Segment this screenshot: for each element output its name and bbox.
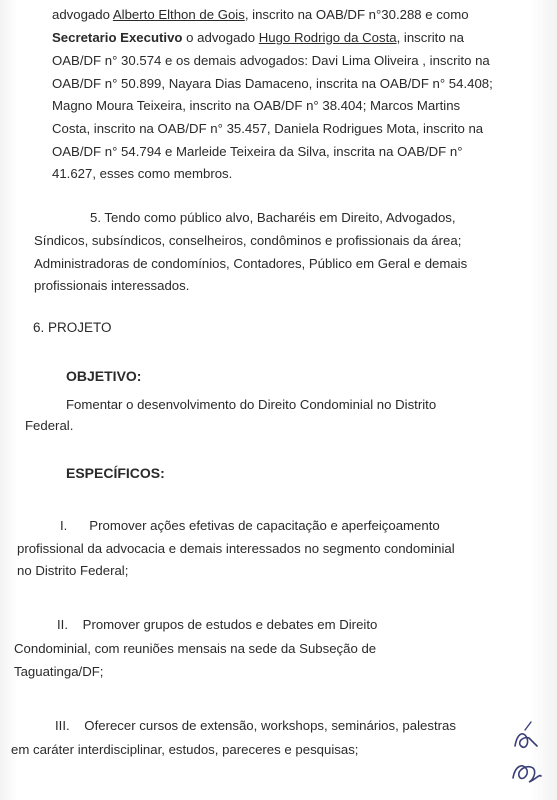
especifico-3-line-2: em caráter interdisciplinar, estudos, pareceres e pesquisas; [11,742,359,757]
members-line-7: OAB/DF n° 54.794 e Marleide Teixeira da Silva, inscrita na OAB/DF n° [52,144,463,159]
members-line-5: Magno Moura Teixeira, inscrito na OAB/DF n° 38.404; Marcos Martins [52,98,461,113]
members-line-8: 41.627, esses como membros. [52,166,233,181]
especifico-2-line-3: Taguatinga/DF; [14,664,104,679]
section5-line-4: profissionais interessados. [34,278,190,293]
members-line-1 [52,7,469,23]
especifico-1-line-3: no Distrito Federal; [17,563,129,578]
members-line-3: OAB/DF n° 30.574 e os demais advogados: Davi Lima Oliveira , inscrito na [52,53,490,68]
member-name-hugo: Hugo Rodrigo da Costa [258,30,397,45]
objetivo-line-2: Federal. [25,418,74,433]
members-line-4: OAB/DF n° 50.899, Nayara Dias Damaceno, inscrita na OAB/DF n° 54.408; [52,76,493,91]
members-line-2 [52,30,464,46]
role-secretario: Secretario Executivo [52,30,183,45]
section6-title: 6. PROJETO [33,320,112,335]
member-name-alberto: Alberto Elthon de Gois [112,7,245,22]
especifico-1-line-2: profissional da advocacia e demais interessados no segmento condominial [17,541,455,556]
especifico-1-line-1: I. Promover ações efetivas de capacitação e aperfeiçoamento [60,518,440,533]
especifico-2-line-2: Condominial, com reuniões mensais na sede da Subseção de [14,641,377,656]
handwritten-initials [507,716,547,796]
especificos-heading: ESPECÍFICOS: [66,465,165,481]
section5-line-3: Administradoras de condomínios, Contadores, Público em Geral e demais [34,256,468,271]
section5-line-1: 5. Tendo como público alvo, Bacharéis em Direito, Advogados, [90,210,456,225]
objetivo-heading: OBJETIVO: [66,368,142,384]
members-line-2-mid: o advogado [182,30,259,45]
members-line-6: Costa, inscrito na OAB/DF n° 35.457, Daniela Rodrigues Mota, inscrito na [52,121,484,136]
objetivo-line-1: Fomentar o desenvolvimento do Direito Condominial no Distrito [66,397,437,412]
members-line-1-prefix: advogado [52,7,113,22]
section5-line-2: Síndicos, subsíndicos, conselheiros, condôminos e profissionais da área; [34,233,462,248]
members-line-1-suffix: , inscrito na OAB/DF n°30.288 e como [244,7,469,22]
especifico-3-line-1: III. Oferecer cursos de extensão, workshops, seminários, palestras [55,718,456,733]
especifico-2-line-1: II. Promover grupos de estudos e debates em Direito [57,617,378,632]
members-line-2-suffix: , inscrito na [396,30,465,45]
